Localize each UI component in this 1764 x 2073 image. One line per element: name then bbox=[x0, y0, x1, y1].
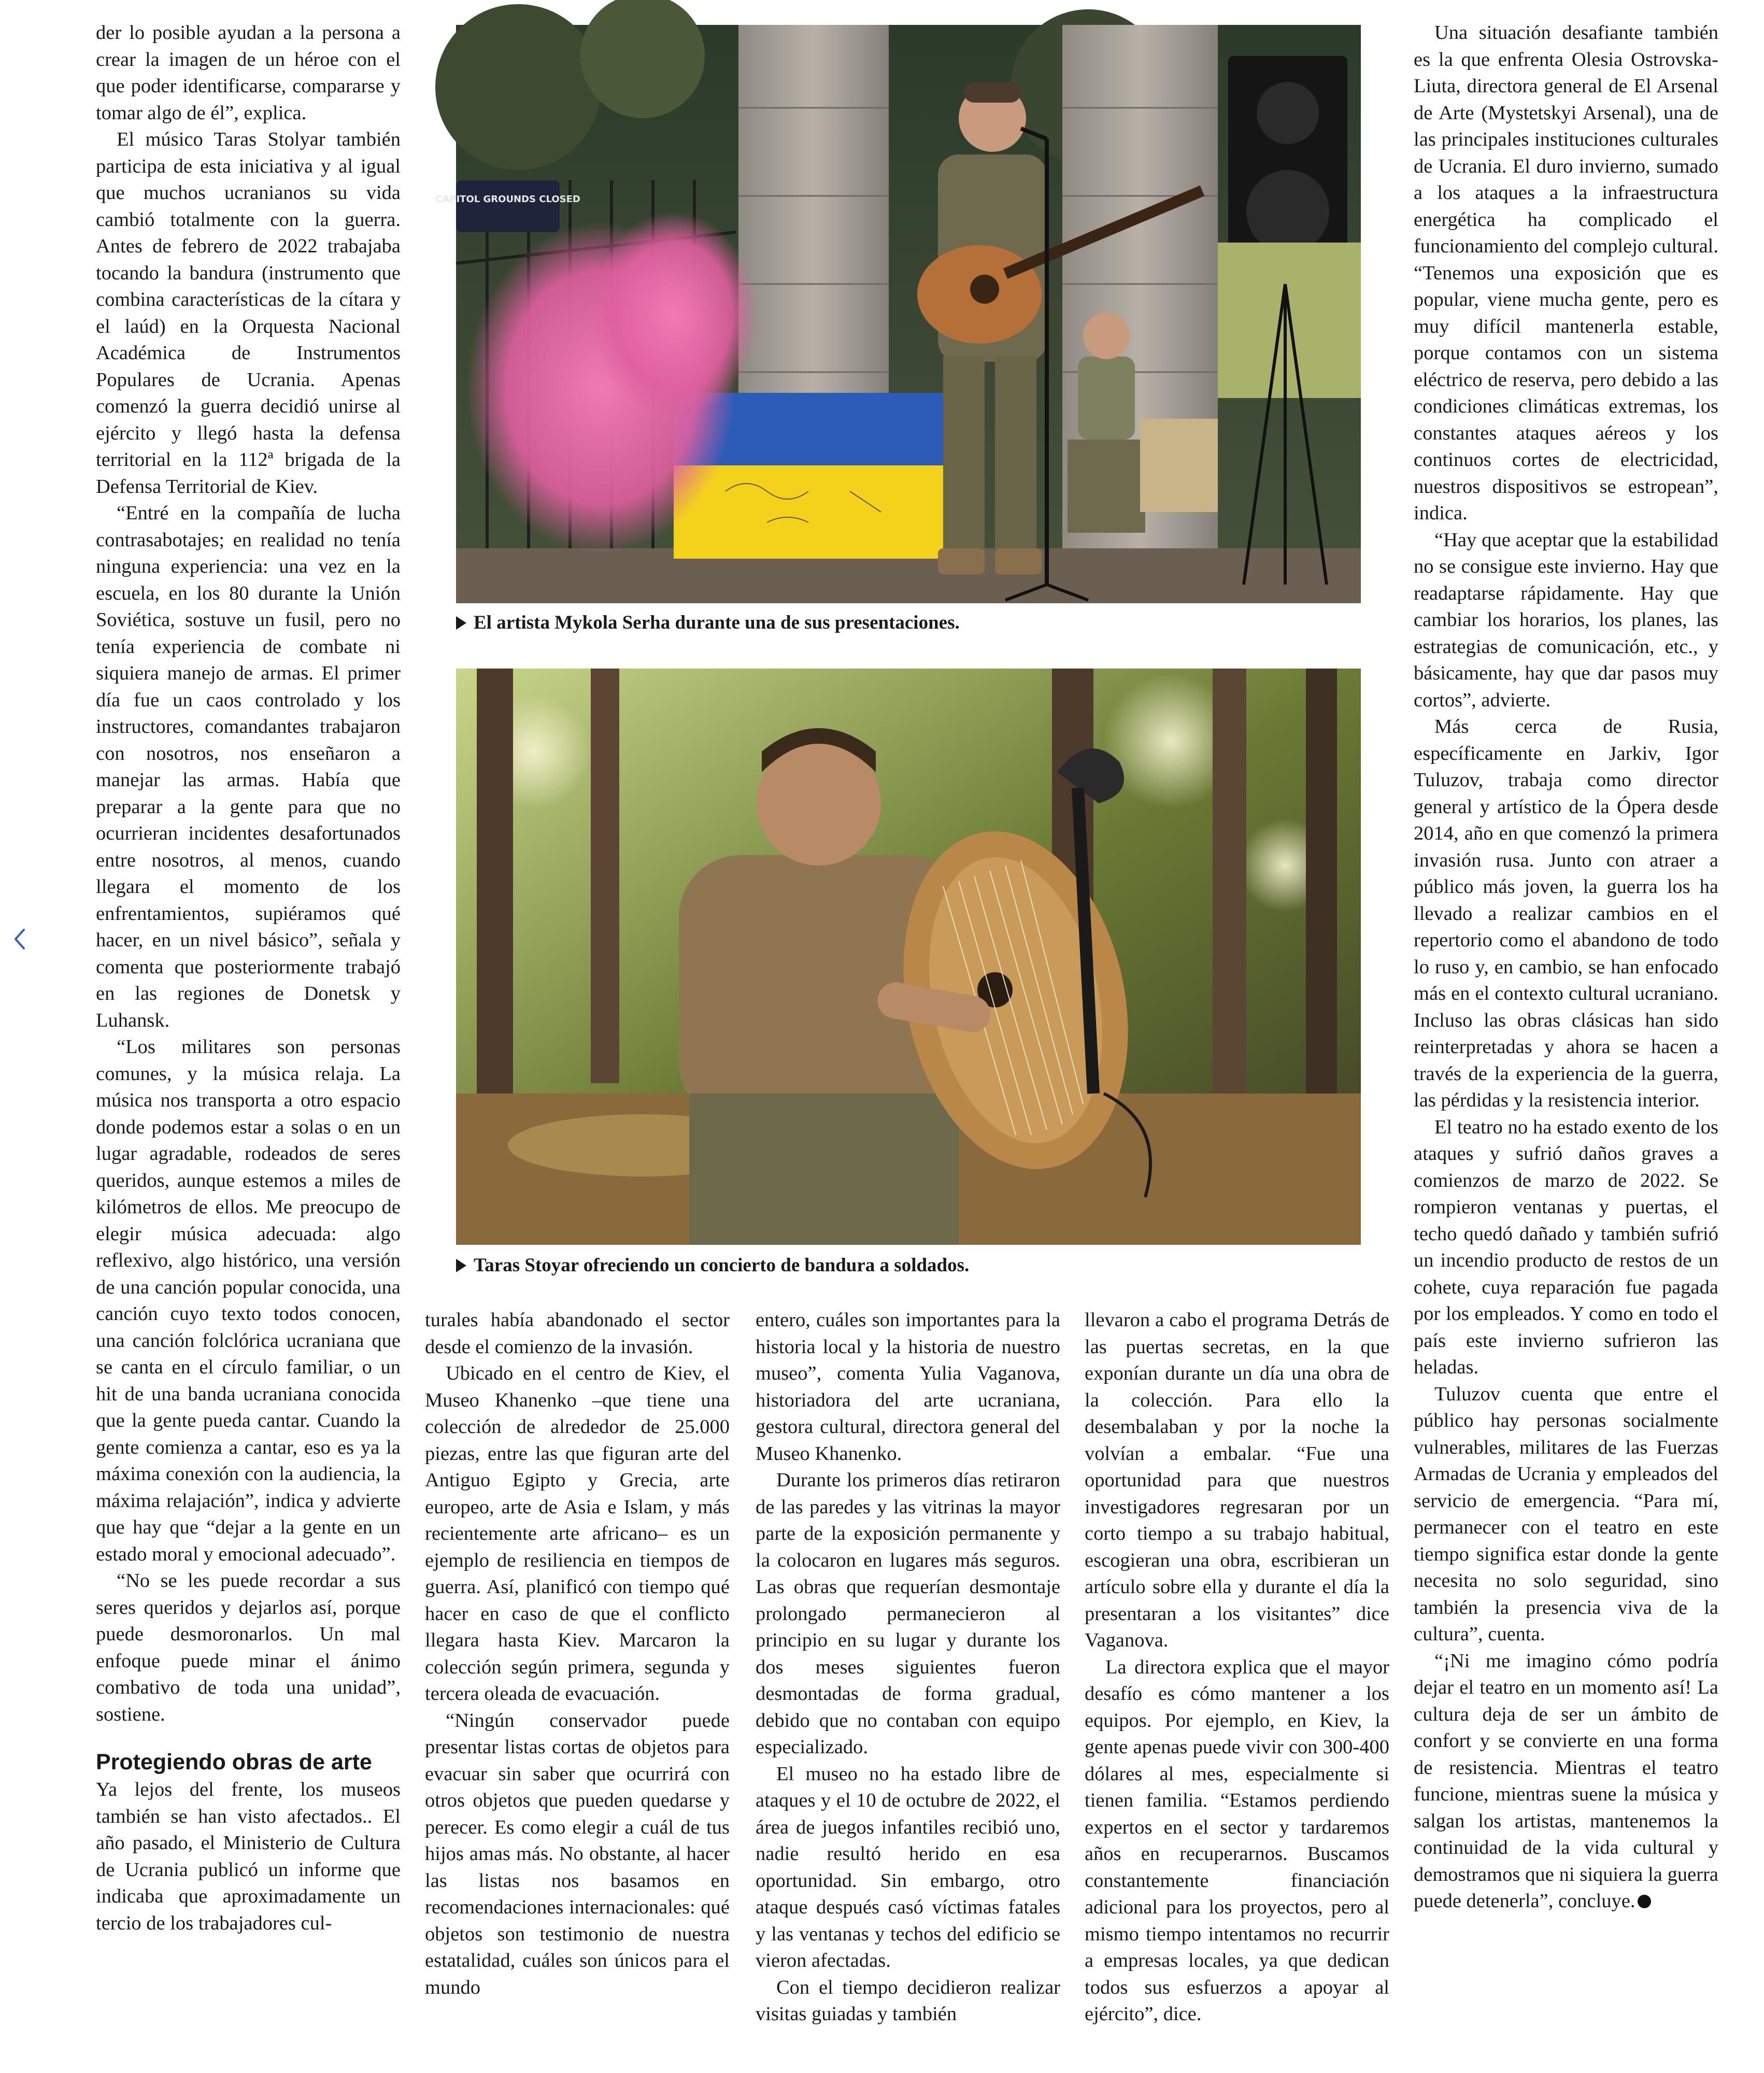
previous-page-button[interactable] bbox=[9, 924, 30, 955]
paragraph: Ya lejos del frente, los museos también se han visto afectados.. El año pasado, el Ministerio de Cultura de Ucrania publicó un informe que indicaba que aproximadamente un tercio de los trabajadores cul- bbox=[96, 1779, 401, 1934]
photo-caption bbox=[456, 1254, 1361, 1277]
end-of-article-icon bbox=[1638, 1895, 1651, 1908]
caption-triangle-icon bbox=[456, 616, 466, 630]
article-column-4 bbox=[1085, 1307, 1389, 2028]
caption-text: Taras Stoyar ofreciendo un concierto de bandura a soldados. bbox=[474, 1255, 970, 1276]
sign-text: CAPITOL GROUNDS CLOSED bbox=[435, 194, 580, 205]
caption-triangle-icon bbox=[456, 1259, 466, 1272]
paragraph: Con el tiempo decidieron realizar visitas guiadas y también bbox=[756, 1976, 1060, 2025]
paragraph: “Entré en la compañía de lucha contrasabotajes; en realidad no tenía ninguna experiencia: una vez en la escuela, en los 80 durante la Unión Soviética, sostuve un fusil, pero no tenía experiencia de combate ni siquiera manejo de armas. El primer día fue un caos controlado y los instructores, comandantes trabajaron con nosotros, nos enseñaron a manejar las armas. Había que preparar a la gente para que no ocurrieran incidentes desafortunados entre nosotros, al menos, cuando llegara el momento de los enfrentamientos, supiéramos qué hacer, en un nivel básico”, señala y comenta que posteriormente trabajó en las regiones de Donetsk y Luhansk. bbox=[96, 502, 401, 1031]
paragraph: Una situación desafiante también es la que enfrenta Olesia Ostrovska-Liuta, directora general de El Arsenal de Arte (Mystetskyi Arsenal), una de las principales instituciones culturales de Ucrania. El duro invierno, sumado a los ataques a la infraestructura energética ha complicado el funcionamiento del complejo cultural. “Tenemos una exposición que es popular, viene mucha gente, pero es muy difícil mantenerla estable, porque contamos con un sistema eléctrico de reserva, pero debido a las condiciones climáticas extremas, los constantes ataques aéreos y los continuos cortes de electricidad, nuestros dispositivos se estropean”, indica. bbox=[1414, 22, 1719, 524]
paragraph: Ubicado en el centro de Kiev, el Museo Khanenko –que tiene una colección de alrededor de 25.000 piezas, entre las que figuran arte del Antiguo Egipto y Grecia, arte europeo, arte de Asia e Islam, y más recientemente arte africano– es un ejemplo de resiliencia en tiempos de guerra. Así, planificó con tiempo qué hacer en caso de que el conflicto llegara hasta Kiev. Marcaron la colección según primera, segunda y tercera oleada de evacuación. bbox=[425, 1362, 730, 1705]
paragraph: El músico Taras Stolyar también participa de esta iniciativa y al igual que muchos ucranianos su vida cambió totalmente con la guerra. Antes de febrero de 2022 trabajaba tocando la bandura (instrumento que combina características de la cítara y el laúd) en la Orquesta Nacional Académica de Instrumentos Populares de Ucrania. Apenas comenzó la guerra decidió unirse al ejército y llegó hasta la defensa territorial en la 112ª brigada de la Defensa Territorial de Kiev. bbox=[96, 129, 401, 498]
paragraph-final bbox=[1414, 1648, 1718, 1915]
chevron-left-icon bbox=[9, 924, 30, 955]
article-column-3 bbox=[756, 1307, 1060, 2028]
photo-taras-stoyar bbox=[456, 669, 1361, 1245]
concert-photo bbox=[435, 25, 1361, 603]
paragraph: Más cerca de Rusia, específicamente en Jarkiv, Igor Tuluzov, trabaja como director general y artístico de la Ópera desde 2014, año en que comenzó la primera invasión rusa. Junto con atraer a público más joven, la guerra los ha llevado a realizar cambios en el repertorio como el abandono de todo lo ruso y, en cambio, se han enfocado más en el contexto cultural ucraniano. Incluso las obras clásicas han sido reinterpretadas y ahora se hacen a través de la experiencia de la guerra, las pérdidas y la resistencia interior. bbox=[1414, 716, 1718, 1111]
paragraph: “Los militares son personas comunes, y la música relaja. La música nos transporta a otro espacio donde podemos estar a solas o en un lugar agradable, rodeados de seres queridos, aunque estemos a miles de kilómetros de ellos. Me preocupo de elegir música adecuada: algo reflexivo, algo histórico, una versión de una canción popular conocida, una canción cuyo texto todos conocen, una canción folclórica ucraniana que se canta en el círculo familiar, o un hit de una banda ucraniana conocida que la gente pueda cantar. Cuando la gente comienza a cantar, eso es ya la máxima conexión con la audiencia, la máxima relajación”, indica y advierte que hay que “dejar a la gente en un estado moral y emocional adecuado”. bbox=[96, 1036, 401, 1565]
paragraph: El teatro no ha estado exento de los ataques y sufrió daños graves a comienzos de marzo de 2022. Se rompieron ventanas y puertas, el techo quedó dañado y también sufrió un incendio producto de restos de un cohete, cuya reparación fue pagada por los empleados. Y como en todo el país este invierno sufrieron las heladas. bbox=[1414, 1116, 1718, 1378]
paragraph: El museo no ha estado libre de ataques y el 10 de octubre de 2022, el área de juegos infantiles recibió uno, nadie resultó herido en esa oportunidad. Sin embargo, otro ataque después casó víctimas fatales y las ventanas y techos del edificio se vieron afectadas. bbox=[756, 1763, 1060, 1971]
section-heading: Protegiendo obras de arte bbox=[96, 1750, 372, 1774]
bandura-photo bbox=[456, 669, 1361, 1245]
paragraph: entero, cuáles son importantes para la historia local y la historia de nuestro museo”, comenta Yulia Vaganova, historiadora del arte ucraniana, gestora cultural, directora general del Museo Khanenko. bbox=[756, 1309, 1060, 1465]
paragraph: Tuluzov cuenta que entre el público hay personas socialmente vulnerables, militares de las Fuerzas Armadas de Ucrania y empleados del servicio de emergencia. “Para mí, permanecer con el teatro en este tiempo significa estar donde la gente necesita no solo seguridad, sino también la presencia viva de la cultura”, cuenta. bbox=[1414, 1383, 1718, 1645]
photo-mykola-serha bbox=[435, 25, 1361, 603]
caption-text: El artista Mykola Serha durante una de sus presentaciones. bbox=[474, 612, 960, 633]
paragraph: der lo posible ayudan a la persona a crear la imagen de un héroe con el que poder identificarse, compararse y tomar algo de él”, explica. bbox=[96, 22, 401, 124]
paragraph: llevaron a cabo el programa Detrás de las puertas secretas, en la que exponían durante un día una obra de la colección. Para ello la desembalaban y por la noche la volvían a embalar. “Fue una oportunidad para que nuestros investigadores regresaran por un corto tiempo a su trabajo habitual, escogieran una obra, escribieran un artículo sobre ella y durante el día la presentaran a los visitantes” dice Vaganova. bbox=[1085, 1309, 1389, 1651]
article-column-1 bbox=[96, 20, 401, 1937]
paragraph: Durante los primeros días retiraron de las paredes y las vitrinas la mayor parte de la exposición permanente y la colocaron en lugares más seguros. Las obras que requerían desmontaje prolongado permanecieron al principio en su lugar y durante los dos meses siguientes fueron desmontadas de forma gradual, debido que no contaban con equipo especializado. bbox=[756, 1469, 1060, 1758]
paragraph: “No se les puede recordar a sus seres queridos y dejarlos así, porque puede desmoronarlos. Un mal enfoque puede minar el ánimo combativo de toda una unidad”, sostiene. bbox=[96, 1570, 401, 1725]
photo-caption bbox=[456, 612, 1361, 634]
article-column-2 bbox=[425, 1307, 730, 2001]
paragraph-text: “¡Ni me imagino cómo podría dejar el teatro en un momento así! La cultura deja de ser un ámbito de confort y se convierte en una forma de resistencia. Mientras el teatro funcione, mientras suene la música y salgan los artistas, mantenemos la continuidad de la vida cultural y demostramos que ni siquiera la guerra puede detenerla”, concluye. bbox=[1414, 1650, 1718, 1912]
paragraph: “Hay que aceptar que la estabilidad no se consigue este invierno. Hay que readaptarse rápidamente. Hay que cambiar los horarios, los planes, las estrategias de comunicación, etc., y básicamente, hay que dar pasos muy cortos”, advierte. bbox=[1414, 529, 1718, 711]
paragraph: turales había abandonado el sector desde el comienzo de la invasión. bbox=[425, 1309, 730, 1358]
article-column-5 bbox=[1414, 20, 1718, 1915]
paragraph: La directora explica que el mayor desafío es cómo mantener a los equipos. Por ejemplo, en Kiev, la gente apenas puede vivir con 300-400 dólares al mes, especialmente si tienen familia. “Estamos perdiendo expertos en el sector y tardaremos años en recuperarnos. Buscamos constantemente financiación adicional para los proyectos, pero al mismo tiempo intentamos no recurrir a empresas locales, ya que dedican todos sus esfuerzos a apoyar al ejército”, dice. bbox=[1085, 1656, 1389, 2025]
paragraph: “Ningún conservador puede presentar listas cortas de objetos para evacuar sin saber que ocurrirá con otros objetos que pueden quedarse y perecer. Es como elegir a cuál de tus hijos amas más. No obstante, al hacer las listas nos basamos en recomendaciones internacionales: qué objetos son testimonio de nuestra estatalidad, cuáles son únicos para el mundo bbox=[425, 1709, 730, 1998]
